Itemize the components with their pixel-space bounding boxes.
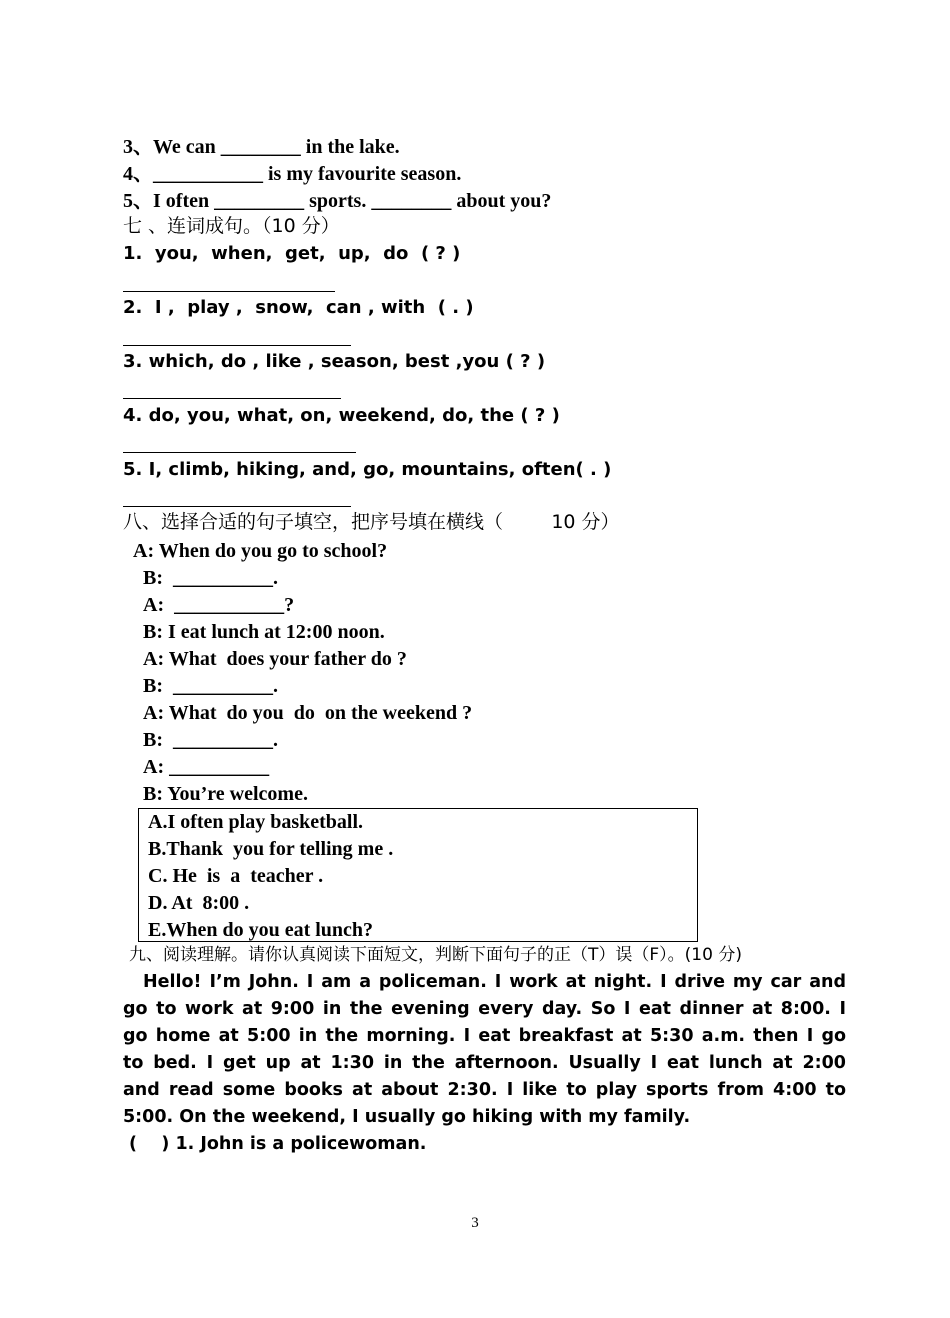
dialogue-line-8: B: __________. xyxy=(143,729,278,751)
passage-line-3: go home at 5:00 in the morning. I eat breakfast at 5:30 a.m. then I go xyxy=(123,1026,846,1046)
dialogue-line-1: A: When do you go to school? xyxy=(133,540,388,562)
option-b: B.Thank you for telling me . xyxy=(148,838,394,860)
passage-line-4: to bed. I get up at 1:30 in the afternoon. Usually I eat lunch at 2:00 xyxy=(123,1053,846,1073)
dialogue-line-9: A: __________ xyxy=(143,756,270,778)
option-c: C. He is a teacher . xyxy=(148,865,324,887)
passage-line-2: go to work at 9:00 in the evening every day. So I eat dinner at 8:00. I xyxy=(123,999,846,1019)
dialogue-line-5: A: What does your father do ? xyxy=(143,648,407,670)
fill-in-q4: 4、___________ is my favourite season. xyxy=(123,163,462,185)
passage-line-6: 5:00. On the weekend, I usually go hiking with my family. xyxy=(123,1107,691,1127)
answer-line-5[interactable] xyxy=(123,506,351,507)
dialogue-line-6: B: __________. xyxy=(143,675,278,697)
section7-item-3: 3. which, do , like , season, best ,you ( ? ) xyxy=(123,351,546,372)
section7-item-1: 1. you, when, get, up, do ( ? ) xyxy=(123,243,461,264)
section7-item-5: 5. I, climb, hiking, and, go, mountains, often( . ) xyxy=(123,459,612,480)
passage-line-5: and read some books at about 2:30. I like to play sports from 4:00 to xyxy=(123,1080,846,1100)
dialogue-line-4: B: I eat lunch at 12:00 noon. xyxy=(143,621,385,643)
option-d: D. At 8:00 . xyxy=(148,892,250,914)
answer-line-4[interactable] xyxy=(123,452,356,453)
question-1: ( ) 1. John is a policewoman. xyxy=(129,1134,427,1154)
answer-line-2[interactable] xyxy=(123,345,351,346)
section7-item-4: 4. do, you, what, on, weekend, do, the ( ? ) xyxy=(123,405,560,426)
dialogue-line-3: A: ___________? xyxy=(143,594,295,616)
dialogue-line-2: B: __________. xyxy=(143,567,278,589)
section7-heading: 七 、连词成句。（10 分） xyxy=(123,215,340,237)
fill-in-q5: 5、I often _________ sports. ________ about you? xyxy=(123,190,552,212)
fill-in-q3: 3、We can ________ in the lake. xyxy=(123,136,400,158)
dialogue-line-10: B: You’re welcome. xyxy=(143,783,308,805)
option-a: A.I often play basketball. xyxy=(148,811,364,833)
page-number: 3 xyxy=(471,1215,479,1231)
section7-item-2: 2. I , play , snow, can , with ( . ) xyxy=(123,297,474,318)
answer-line-3[interactable] xyxy=(123,398,341,399)
dialogue-line-7: A: What do you do on the weekend ? xyxy=(143,702,473,724)
passage-line-1: Hello! I’m John. I am a policeman. I work at night. I drive my car and xyxy=(143,972,846,992)
section9-heading: 九、阅读理解。请你认真阅读下面短文，判断下面句子的正（T）误（F）。(10 分) xyxy=(129,945,742,965)
option-e: E.When do you eat lunch? xyxy=(148,919,374,941)
answer-line-1[interactable] xyxy=(123,291,335,292)
section8-heading: 八、选择合适的句子填空，把序号填在横线（ 10 分） xyxy=(123,511,620,533)
